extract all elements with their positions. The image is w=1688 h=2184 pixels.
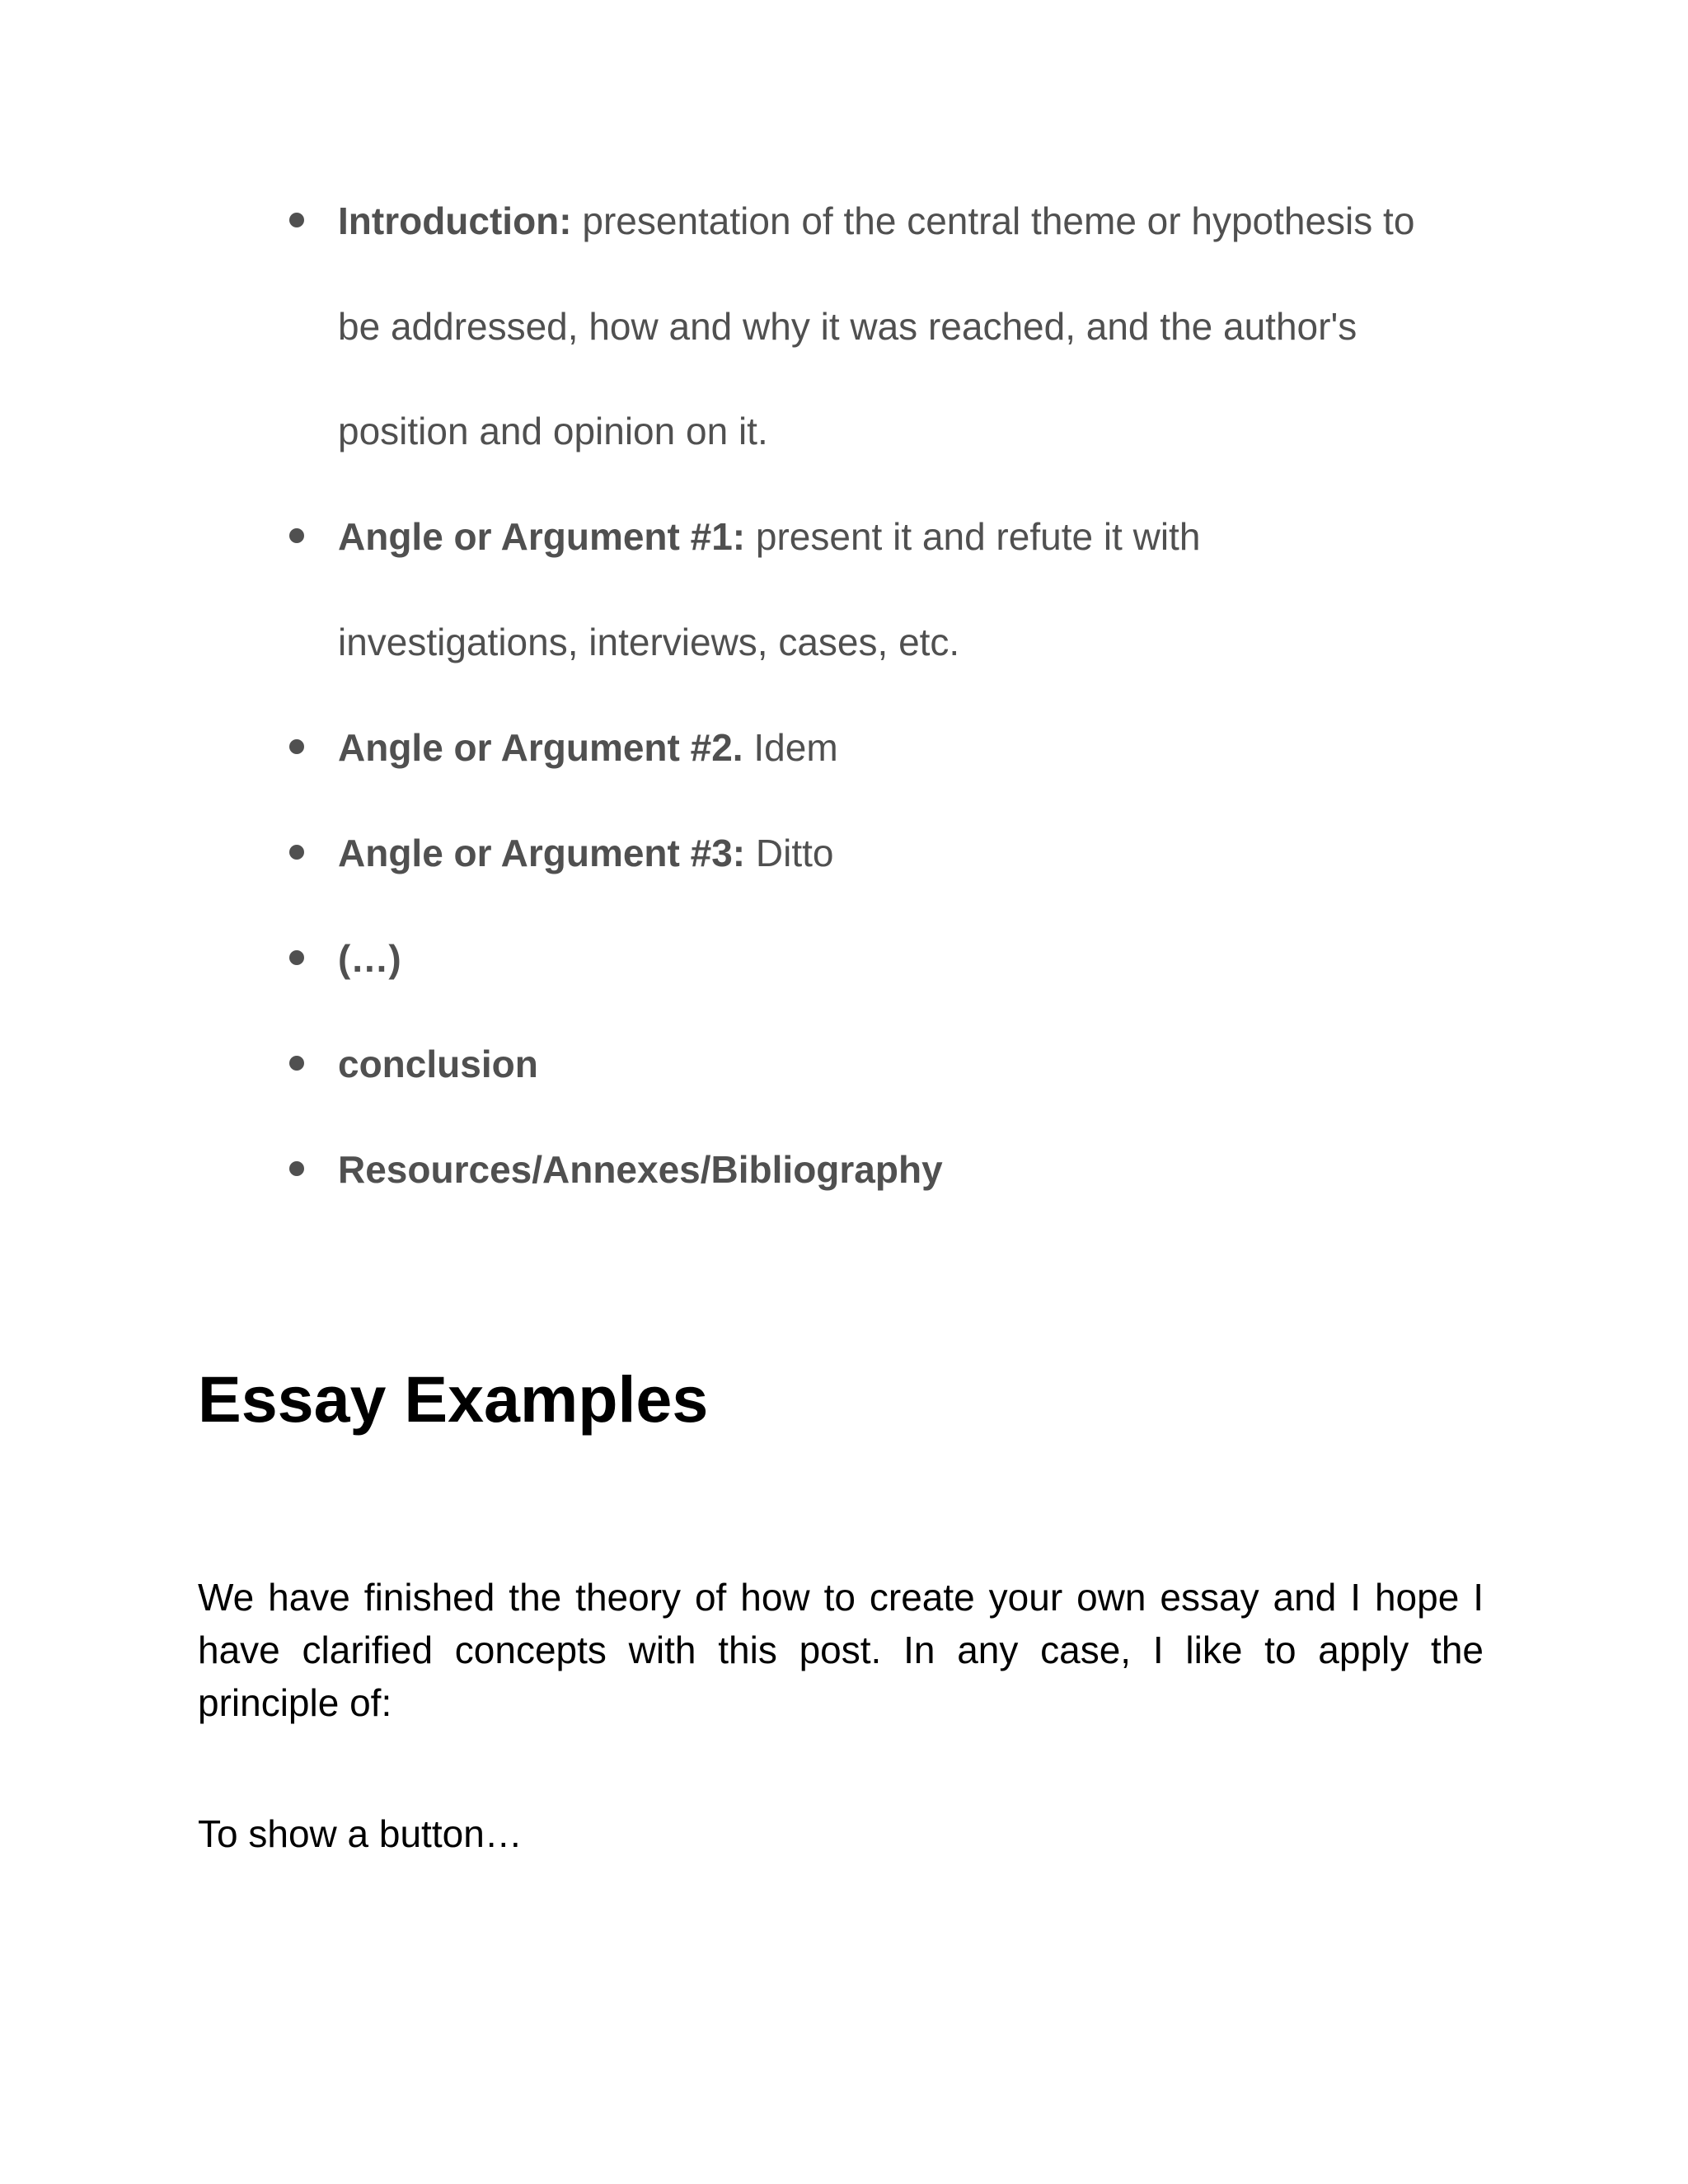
list-item-text: Ditto: [745, 832, 834, 874]
body-paragraph: We have finished the theory of how to create your own essay and I hope I have clarified concepts with this post. In any case, I like to apply the principle of:: [198, 1576, 1484, 1724]
bullet-icon: [289, 950, 304, 965]
list-item-label: Angle or Argument #3:: [338, 832, 746, 874]
bullet-icon: [289, 1161, 304, 1176]
section-heading: Essay Examples: [198, 1362, 709, 1436]
list-item-text: Idem: [743, 726, 838, 769]
list-item-text: presentation of the central theme or hypothesis to: [571, 199, 1415, 242]
body-paragraph: To show a button…: [198, 1812, 523, 1855]
bullet-icon: [289, 845, 304, 860]
bullet-icon: [289, 739, 304, 754]
list-item-label: Resources/Annexes/Bibliography: [338, 1148, 943, 1191]
list-item-label: Introduction:: [338, 199, 572, 242]
list-item-line: [338, 726, 838, 769]
list-item-line: [338, 515, 1201, 558]
list-item-label: Angle or Argument #1:: [338, 515, 746, 558]
list-item-line: position and opinion on it.: [338, 410, 768, 452]
bullet-icon: [289, 1056, 304, 1071]
list-item-label: (…): [338, 937, 401, 980]
bullet-icon: [289, 528, 304, 543]
list-item-label: conclusion: [338, 1043, 538, 1085]
list-item-line: [338, 834, 834, 872]
list-item-line: [338, 199, 1415, 242]
list-item-line: [338, 937, 401, 980]
list-item-line: be addressed, how and why it was reached, and the author's: [338, 305, 1357, 348]
list-item-line: investigations, interviews, cases, etc.: [338, 621, 960, 663]
list-item-line: [338, 1045, 538, 1083]
bullet-icon: [289, 213, 304, 227]
list-item-label: Angle or Argument #2.: [338, 726, 743, 769]
list-item-line: [338, 1148, 943, 1191]
list-item-text: present it and refute it with: [745, 515, 1201, 558]
